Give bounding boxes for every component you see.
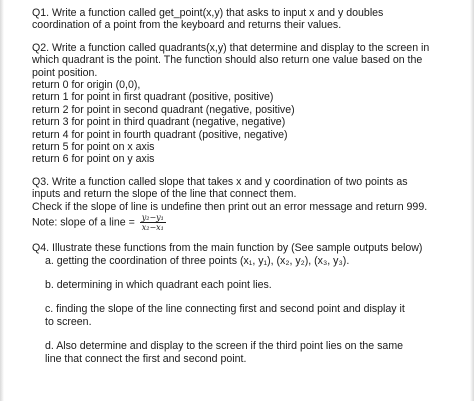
q3-line: inputs and return the slope of the line that connect them. xyxy=(32,188,297,201)
question-2 xyxy=(32,42,462,166)
slope-denominator: x₂−x₁ xyxy=(141,223,164,233)
q3-line: Check if the slope of line is undefine then print out an error message and return 999. xyxy=(32,200,428,213)
q1-line: coordination of a point from the keyboard and returns their values. xyxy=(32,19,342,32)
q2-return-5: return 5 for point on x axis xyxy=(32,141,155,154)
q4-item-line: line that connect the first and second point. xyxy=(45,352,247,365)
q4-item-d xyxy=(45,340,462,365)
question-1 xyxy=(32,7,462,32)
q4-item-line: to screen. xyxy=(45,315,92,328)
q4-sub-items xyxy=(32,255,462,365)
q4-item-b xyxy=(45,279,462,291)
question-3 xyxy=(32,176,462,232)
q2-return-0: return 0 for origin (0,0), xyxy=(32,79,141,92)
q4-item-line: c. finding the slope of the line connecting first and second point and display it xyxy=(45,303,405,316)
q2-return-1: return 1 for point in first quadrant (positive, positive) xyxy=(32,91,274,104)
q2-line: which quadrant is the point. The function should also return one value based on the xyxy=(32,54,423,67)
slope-fraction xyxy=(140,213,166,232)
q4-item-line: a. getting the coordination of three points (x₁, y₁), (x₂, y₂), (x₃, y₃). xyxy=(45,254,350,267)
q3-note-label: Note: slope of a line = xyxy=(32,216,135,229)
q2-return-2: return 2 for point in second quadrant (negative, positive) xyxy=(32,103,295,116)
q4-line: Q4. Illustrate these functions from the main function by (See sample outputs below) xyxy=(32,242,423,255)
question-4 xyxy=(32,242,462,365)
q2-return-6: return 6 for point on y axis xyxy=(32,153,155,166)
q2-line: point position. xyxy=(32,66,98,79)
right-frame-edge xyxy=(470,0,474,401)
left-frame-edge xyxy=(0,0,4,401)
q2-return-4: return 4 for point in fourth quadrant (positive, negative) xyxy=(32,128,288,141)
q2-return-3: return 3 for point in third quadrant (negative, negative) xyxy=(32,116,286,129)
q1-line: Q1. Write a function called get_point(x,y) that asks to input x and y doubles xyxy=(32,7,384,19)
q4-item-c xyxy=(45,303,462,328)
q3-line: Q3. Write a function called slope that takes x and y coordination of two points as xyxy=(32,175,408,188)
slope-numerator: y₂−y₁ xyxy=(141,213,164,223)
q4-item-a xyxy=(45,255,462,267)
q3-note xyxy=(32,213,462,232)
q4-item-line: d. Also determine and display to the screen if the third point lies on the same xyxy=(45,340,404,353)
q2-line: Q2. Write a function called quadrants(x,y) that determine and display to the screen in xyxy=(32,41,430,54)
q4-item-line: b. determining in which quadrant each point lies. xyxy=(45,278,272,291)
